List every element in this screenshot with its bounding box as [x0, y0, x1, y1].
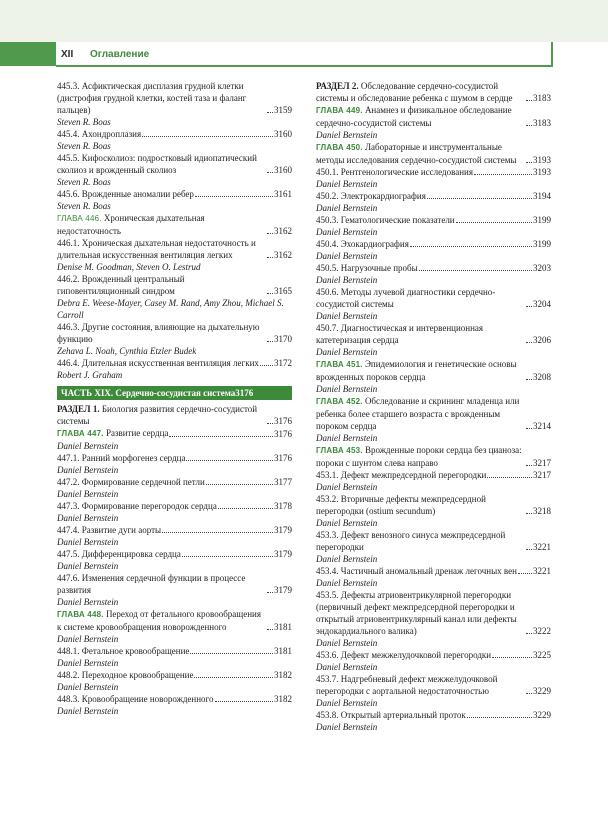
toc-leader-dots	[267, 629, 273, 630]
toc-entry	[316, 166, 551, 178]
toc-entry-text: Лабораторные и инструментальные методы исследования сердечно-сосудистой системы	[316, 142, 517, 165]
toc-leader-dots	[267, 257, 273, 258]
toc-entry	[57, 273, 292, 297]
chapter-label: ГЛАВА 452.	[316, 397, 363, 406]
toc-author: Daniel Bernstein	[316, 518, 378, 528]
toc-entry	[57, 452, 292, 464]
toc-entry	[316, 589, 551, 637]
toc-page-number: 3161	[274, 189, 292, 199]
toc-entry-title	[316, 529, 525, 553]
toc-page-number: 3229	[533, 710, 551, 720]
toc-entry	[316, 238, 551, 250]
toc-leader-dots	[492, 657, 532, 658]
toc-author: Daniel Bernstein	[57, 465, 119, 475]
toc-entry	[57, 321, 292, 345]
toc-leader-dots	[526, 513, 532, 514]
toc-leader-dots	[487, 477, 532, 478]
toc-entry	[57, 572, 292, 596]
toc-entry	[57, 500, 292, 512]
toc-page-number: 3170	[274, 334, 292, 344]
toc-leader-dots	[526, 125, 532, 126]
toc-author: Daniel Bernstein	[316, 554, 378, 564]
chapter-label: ГЛАВА 449.	[316, 106, 363, 115]
toc-page-number: 3183	[533, 93, 551, 103]
toc-author: Daniel Bernstein	[57, 658, 119, 668]
toc-entry-title	[316, 565, 517, 577]
toc-entry	[57, 645, 292, 657]
toc-leader-dots	[526, 162, 532, 163]
toc-entry-text: 446.1. Хроническая дыхательная недостаточность и длительная искусственная вентиляция легких	[57, 238, 256, 260]
toc-entry-title	[57, 608, 266, 633]
toc-entry-title	[57, 128, 141, 140]
section-label: РАЗДЕЛ 1.	[57, 404, 100, 414]
toc-entry-title	[57, 212, 266, 237]
toc-entry-text: 453.5. Дефекты атриовентрикулярной перегородки (первичный дефект межпредсердной перегородки и открытый атриовентрикулярный канал или дефекты эндокардиального валика)	[316, 590, 517, 636]
toc-leader-dots	[526, 306, 532, 307]
chapter-label: ГЛАВА 448.	[57, 610, 104, 619]
toc-author: Daniel Bernstein	[316, 179, 378, 189]
toc-author: Daniel Bernstein	[316, 698, 378, 708]
toc-author: Daniel Bernstein	[316, 130, 378, 140]
toc-leader-dots	[526, 100, 532, 101]
toc-leader-dots	[215, 701, 274, 702]
toc-entry-title	[316, 214, 455, 226]
toc-entry	[316, 262, 551, 274]
toc-entry	[316, 709, 551, 721]
toc-entry-title	[316, 395, 525, 432]
toc-leader-dots	[186, 460, 273, 461]
toc-leader-dots	[526, 693, 532, 694]
toc-page-number: 3193	[533, 155, 551, 165]
toc-page-number: 3181	[274, 646, 292, 656]
toc-entry-text: 445.4. Ахондроплазия	[57, 129, 142, 139]
toc-author: Daniel Bernstein	[316, 433, 378, 443]
toc-entry-text: 446.2. Врожденный центральный гиповентиляционный синдром	[57, 274, 185, 296]
toc-leader-dots	[267, 233, 273, 234]
toc-leader-dots	[267, 341, 273, 342]
toc-entry	[57, 128, 292, 140]
toc-page-number: 3181	[274, 622, 292, 632]
toc-author: Daniel Bernstein	[57, 682, 119, 692]
toc-page-number: 3160	[274, 165, 292, 175]
toc-author: Steven R. Boas	[57, 117, 111, 127]
toc-entry-title	[316, 80, 525, 104]
toc-entry	[57, 80, 292, 116]
toc-author: Daniel Bernstein	[316, 662, 378, 672]
toc-author: Daniel Bernstein	[57, 489, 119, 499]
toc-leader-dots	[218, 508, 273, 509]
toc-entry-text: Эпидемиология и генетические основы врожденных пороков сердца	[316, 359, 517, 382]
toc-page-number: 3183	[533, 118, 551, 128]
toc-entry-text: 453.2. Вторичные дефекты межпредсердной перегородки (ostium secundum)	[316, 494, 486, 516]
toc-entry-text: 453.1. Дефект межпредсердной перегородки	[316, 470, 487, 480]
toc-leader-dots	[267, 592, 273, 593]
toc-entry-text: 453.3. Дефект венозного синуса межпредсердной перегородки	[316, 530, 506, 552]
toc-entry-text: 447.4. Развитие дуги аорты	[57, 525, 162, 535]
toc-author: Daniel Bernstein	[57, 706, 119, 716]
toc-section	[316, 80, 551, 104]
toc-page-number: 3193	[533, 167, 551, 177]
toc-section	[57, 403, 292, 427]
toc-entry-text: Врожденные пороки сердца без цианоза: пороки с шунтом слева направо	[316, 445, 522, 468]
toc-author: Daniel Bernstein	[57, 634, 119, 644]
toc-page-number: 3179	[274, 585, 292, 595]
toc-author: Debra E. Weese-Mayer, Casey M. Rand, Amy Zhou, Michael S. Carroll	[57, 298, 284, 320]
toc-entry-title	[61, 387, 235, 399]
toc-page-number: 3162	[274, 226, 292, 236]
toc-entry	[316, 529, 551, 553]
toc-entry-text: ЧАСТЬ XIX. Сердечно-сосудистая система	[61, 388, 236, 398]
toc-entry	[316, 190, 551, 202]
toc-leader-dots	[526, 428, 532, 429]
toc-entry-title	[316, 673, 525, 697]
toc-entry	[57, 548, 292, 560]
toc-entry-text: Развитие сердца	[105, 428, 169, 438]
page-number: XII	[61, 49, 74, 60]
toc-entry	[57, 152, 292, 176]
toc-page-number: 3218	[533, 506, 551, 516]
toc-entry	[316, 469, 551, 481]
toc-entry	[57, 357, 292, 369]
toc-page-number: 3199	[533, 239, 551, 249]
toc-page-number: 3204	[533, 299, 551, 309]
toc-entry-text: 447.2. Формирование сердечной петли	[57, 477, 205, 487]
toc-leader-dots	[142, 136, 273, 137]
toc-page-number: 3176	[235, 388, 254, 398]
section-title: Оглавление	[90, 49, 150, 60]
toc-entry-title	[57, 427, 168, 440]
toc-entry-title	[316, 589, 525, 637]
toc-leader-dots	[467, 717, 532, 718]
section-label: РАЗДЕЛ 2.	[316, 81, 359, 91]
toc-author: Daniel Bernstein	[57, 561, 119, 571]
toc-page-number: 3177	[274, 477, 292, 487]
toc-entry	[57, 669, 292, 681]
toc-author: Daniel Bernstein	[316, 347, 378, 357]
toc-chapter	[316, 141, 551, 166]
toc-entry-text: 447.6. Изменения сердечной функции в процессе развития	[57, 573, 246, 595]
toc-right-column	[316, 80, 551, 733]
toc-page-number: 3217	[533, 470, 551, 480]
toc-entry-title	[57, 693, 214, 705]
toc-entry-text: 445.5. Кифосколиоз: подростковый идиопатический сколиоз и врожденный сколиоз	[57, 153, 257, 175]
toc-entry-title	[316, 262, 418, 274]
header-band	[0, 0, 608, 42]
toc-entry-text: 448.3. Кровообращение новорожденного	[57, 694, 214, 704]
toc-chapter	[316, 444, 551, 469]
toc-page-number: 3176	[274, 416, 292, 426]
toc-page-number: 3159	[274, 105, 292, 115]
toc-entry-text: 450.3. Гематологические показатели	[316, 215, 455, 225]
toc-page-number: 3221	[533, 566, 551, 576]
toc-page-number: 3182	[274, 694, 292, 704]
toc-author: Daniel Bernstein	[57, 441, 119, 451]
toc-page-number: 3199	[533, 215, 551, 225]
toc-author: Denise M. Goodman, Steven O. Lestrud	[57, 262, 201, 272]
toc-page-number: 3229	[533, 686, 551, 696]
toc-entry-text: 446.4. Длительная искусственная вентиляция легких	[57, 358, 259, 368]
toc-entry-title	[57, 524, 161, 536]
toc-leader-dots	[526, 379, 532, 380]
toc-entry-title	[57, 645, 189, 657]
toc-entry	[316, 673, 551, 697]
toc-entry-text: 445.6. Врожденные аномалии ребер	[57, 189, 194, 199]
toc-entry-title	[316, 141, 525, 166]
toc-author: Daniel Bernstein	[316, 275, 378, 285]
toc-entry	[316, 649, 551, 661]
toc-page-number: 3176	[274, 453, 292, 463]
chapter-label: ГЛАВА 451.	[316, 360, 363, 369]
toc-entry-title	[316, 493, 525, 517]
toc-entry-title	[316, 322, 525, 346]
toc-entry	[57, 476, 292, 488]
toc-author: Daniel Bernstein	[316, 311, 378, 321]
toc-leader-dots	[169, 436, 273, 437]
toc-leader-dots	[260, 365, 273, 366]
toc-chapter	[57, 212, 292, 237]
toc-page-number: 3194	[533, 191, 551, 201]
toc-page-number: 3165	[274, 286, 292, 296]
toc-entry-text: 450.6. Методы лучевой диагностики сердечно-сосудистой системы	[316, 287, 496, 309]
chapter-label: ГЛАВА 450.	[316, 143, 363, 152]
toc-page-number: 3178	[274, 501, 292, 511]
toc-chapter	[316, 395, 551, 432]
toc-entry-text: 450.1. Рентгенологические исследования	[316, 167, 473, 177]
toc-leader-dots	[267, 293, 273, 294]
toc-entry-text: Хроническая дыхательная недостаточность	[57, 213, 205, 236]
toc-page-number: 3221	[533, 542, 551, 552]
toc-entry-title	[57, 237, 266, 261]
toc-page-number: 3182	[274, 670, 292, 680]
toc-entry-text: 447.3. Формирование перегородок сердца	[57, 501, 217, 511]
toc-leader-dots	[267, 112, 273, 113]
toc-entry-text: Обследование сердечно-сосудистой системы и обследование ребенка с шумом в сердце	[316, 81, 513, 103]
toc-entry-text: 450.5. Нагрузочные пробы	[316, 263, 418, 273]
toc-leader-dots	[267, 423, 273, 424]
toc-entry	[57, 188, 292, 200]
toc-entry-text: 450.7. Диагностическая и интервенционная катетеризация сердца	[316, 323, 484, 345]
toc-entry-text: Анамнез и физикальное обследование сердечно-сосудистой системы	[316, 105, 512, 128]
toc-author: Daniel Bernstein	[316, 638, 378, 648]
toc-leader-dots	[474, 174, 532, 175]
toc-entry-text: 453.8. Открытый артериальный проток	[316, 710, 466, 720]
toc-page-number: 3203	[533, 263, 551, 273]
toc-entry-title	[57, 452, 185, 464]
toc-leader-dots	[190, 653, 273, 654]
toc-author: Daniel Bernstein	[57, 537, 119, 547]
toc-author: Daniel Bernstein	[316, 482, 378, 492]
toc-entry-title	[316, 190, 426, 202]
toc-leader-dots	[206, 484, 273, 485]
toc-entry	[316, 214, 551, 226]
toc-entry-title	[57, 572, 266, 596]
toc-entry-title	[57, 548, 181, 560]
toc-entry-text: 447.1. Ранний морфогенез сердца	[57, 453, 186, 463]
toc-entry-text: 450.4. Эхокардиография	[316, 239, 409, 249]
toc-entry-text: Переход от фетального кровообращения к системе кровообращения новорожденного	[57, 609, 262, 632]
toc-author: Zehava L. Noah, Cynthia Etzler Budek	[57, 346, 197, 356]
chapter-label: ГЛАВА 447.	[57, 429, 104, 438]
toc-leader-dots	[410, 246, 532, 247]
toc-entry-title	[316, 469, 486, 481]
toc-entry-text: 453.6. Дефект межжелудочковой перегородки	[316, 650, 492, 660]
toc-entry-text: 453.4. Частичный аномальный дренаж легочных вен	[316, 566, 517, 576]
toc-page-number: 3208	[533, 372, 551, 382]
toc-author: Robert J. Graham	[57, 370, 123, 380]
toc-entry-title	[57, 500, 217, 512]
toc-leader-dots	[526, 549, 532, 550]
toc-leader-dots	[194, 677, 273, 678]
chapter-label: ГЛАВА 446.	[57, 214, 102, 223]
header-rule	[56, 65, 553, 67]
toc-leader-dots	[518, 573, 532, 574]
toc-entry-text: 446.3. Другие состояния, влияющие на дыхательную функцию	[57, 322, 260, 344]
toc-entry-title	[57, 476, 205, 488]
toc-entry-text: 445.3. Асфиктическая дисплазия грудной клетки (дистрофия грудной клетки, костей таза и фаланг пальцев)	[57, 81, 247, 115]
toc-entry-text: 447.5. Дифференцировка сердца	[57, 549, 181, 559]
toc-author: Daniel Bernstein	[316, 384, 378, 394]
toc-page-number: 3222	[533, 626, 551, 636]
toc-leader-dots	[162, 532, 273, 533]
chapter-label: ГЛАВА 453.	[316, 446, 363, 455]
toc-author: Steven R. Boas	[57, 177, 111, 187]
toc-leader-dots	[195, 196, 273, 197]
toc-page-number: 3160	[274, 129, 292, 139]
toc-chapter	[316, 358, 551, 383]
toc-author: Daniel Bernstein	[57, 597, 119, 607]
toc-author: Daniel Bernstein	[316, 251, 378, 261]
toc-entry-text: 448.1. Фетальное кровообращение	[57, 646, 190, 656]
toc-left-column	[57, 80, 292, 717]
toc-leader-dots	[419, 270, 532, 271]
toc-page-number: 3214	[533, 421, 551, 431]
toc-entry-title	[57, 321, 266, 345]
toc-entry-text: Биология развития сердечно-сосудистой системы	[57, 404, 258, 426]
toc-leader-dots	[526, 633, 532, 634]
toc-entry-title	[316, 238, 409, 250]
toc-author: Daniel Bernstein	[316, 578, 378, 588]
toc-entry-title	[316, 444, 525, 469]
toc-chapter	[57, 608, 292, 633]
toc-entry-title	[57, 403, 266, 427]
toc-leader-dots	[427, 198, 532, 199]
toc-entry	[57, 237, 292, 261]
toc-entry	[316, 565, 551, 577]
toc-leader-dots	[526, 465, 532, 466]
toc-page-number: 3179	[274, 525, 292, 535]
toc-page-number: 3217	[533, 458, 551, 468]
toc-entry	[57, 693, 292, 705]
toc-leader-dots	[526, 342, 532, 343]
toc-page-number: 3225	[533, 650, 551, 660]
toc-entry-title	[316, 286, 525, 310]
toc-entry-title	[57, 188, 194, 200]
toc-entry-title	[57, 357, 259, 369]
toc-leader-dots	[267, 172, 273, 173]
header-accent-bar	[0, 42, 56, 66]
toc-entry-title	[57, 152, 266, 176]
toc-entry	[316, 493, 551, 517]
toc-page-number: 3206	[533, 335, 551, 345]
toc-author: Daniel Bernstein	[316, 722, 378, 732]
toc-entry-text: 453.7. Надгребневый дефект межжелудочковой перегородки с аортальной недостаточностью	[316, 674, 498, 696]
toc-entry-text: 448.2. Переходное кровообращение	[57, 670, 194, 680]
toc-part	[57, 386, 292, 400]
toc-entry-title	[57, 669, 193, 681]
toc-entry-title	[316, 358, 525, 383]
toc-leader-dots	[456, 222, 532, 223]
toc-entry-title	[316, 104, 525, 129]
toc-page-number: 3162	[274, 250, 292, 260]
toc-leader-dots	[182, 556, 273, 557]
toc-author: Steven R. Boas	[57, 201, 111, 211]
toc-author: Daniel Bernstein	[316, 227, 378, 237]
toc-author: Steven R. Boas	[57, 141, 111, 151]
header-rule-end	[551, 42, 553, 67]
toc-entry	[316, 286, 551, 310]
toc-entry-title	[57, 273, 266, 297]
toc-entry-text: 450.2. Электрокардиография	[316, 191, 426, 201]
toc-author: Daniel Bernstein	[316, 203, 378, 213]
toc-entry-title	[57, 80, 266, 116]
toc-chapter	[316, 104, 551, 129]
toc-entry-title	[316, 649, 491, 661]
toc-entry	[57, 524, 292, 536]
toc-page-number: 3172	[274, 358, 292, 368]
toc-entry	[316, 322, 551, 346]
toc-author: Daniel Bernstein	[57, 513, 119, 523]
toc-entry-title	[316, 166, 473, 178]
toc-entry-text: Обследование и скрининг младенца или ребенка более старшего возраста с врожденным пороком сердца	[316, 396, 520, 431]
toc-entry-title	[316, 709, 466, 721]
toc-page-number: 3176	[274, 429, 292, 439]
toc-page-number: 3179	[274, 549, 292, 559]
toc-chapter	[57, 427, 292, 440]
